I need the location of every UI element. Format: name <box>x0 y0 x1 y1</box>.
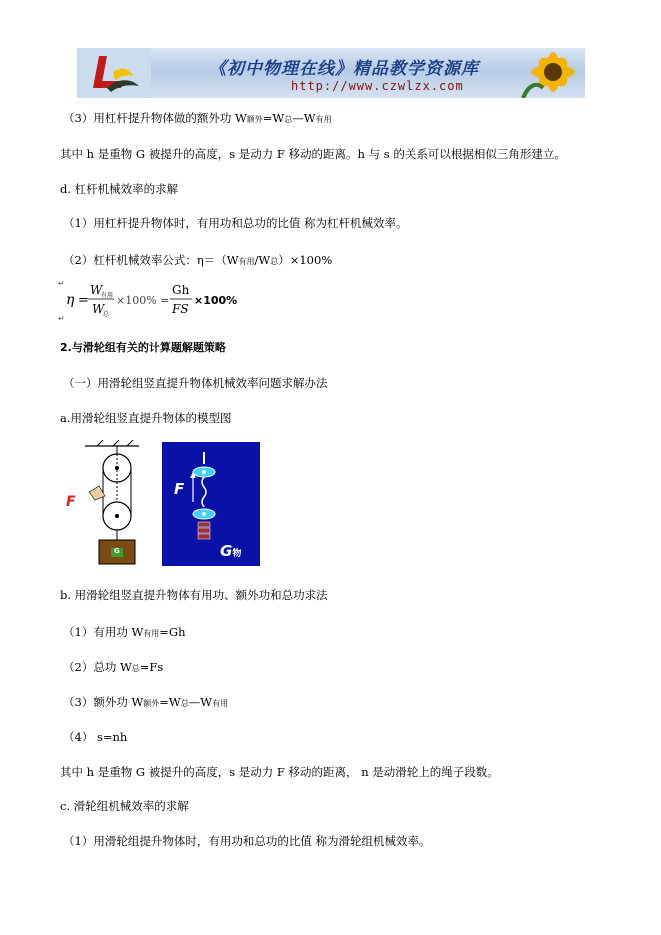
text-line-12: （3）额外功 W额外=W总—W有用 <box>63 695 229 709</box>
pulley-diagram-right <box>162 442 260 566</box>
formula-eta: η <box>66 292 75 308</box>
header-banner <box>77 48 585 98</box>
text-line-1: （3）用杠杆提升物体做的额外功 W额外=W总—W有用 <box>63 111 332 125</box>
formula-equals: = <box>78 293 89 308</box>
formula-fs: FS <box>172 302 189 316</box>
formula-times: ×100% = <box>116 294 170 307</box>
section-heading-c: c. 滑轮组机械效率的求解 <box>60 799 189 813</box>
text-line-14: 其中 h 是重物 G 被提升的高度，s 是动力 F 移动的距离， n 是动滑轮上的绳子段数。 <box>60 765 499 779</box>
site-url[interactable]: http://www.czwlzx.com <box>291 79 464 93</box>
section-heading-2: 2.与滑轮组有关的计算题解题策略 <box>60 341 226 354</box>
sunflower-icon <box>515 48 585 98</box>
section-heading-b: b. 用滑轮组竖直提升物体有用功、额外功和总功求法 <box>60 588 328 602</box>
text-line-13: （4） s=nh <box>63 730 128 744</box>
weight-label-right: G物 <box>220 542 242 560</box>
paragraph-mark: ↵ <box>58 279 65 288</box>
pulley-schematic-icon <box>162 442 260 566</box>
force-label-right: F <box>174 480 185 498</box>
text-line-5: （2）杠杆机械效率公式：η＝（W有用/W总）×100% <box>63 253 333 267</box>
text-line-10: （1）有用功 W有用=Gh <box>63 625 186 639</box>
efficiency-formula <box>58 278 248 322</box>
text-line-2: 其中 h 是重物 G 被提升的高度，s 是动力 F 移动的距离。h 与 s 的关系可以根据相似三角形建立。 <box>60 147 566 161</box>
text-line-4: （1）用杠杆提升物体时，有用功和总功的比值 称为杠杆机械效率。 <box>63 216 408 230</box>
section-heading-d: d. 杠杆机械效率的求解 <box>60 182 179 196</box>
formula-numerator: W <box>90 283 103 297</box>
pulley-diagram-left <box>85 440 155 570</box>
formula-tail: ×100% <box>194 294 238 307</box>
text-line-16: （1）用滑轮组提升物体时，有用功和总功的比值 称为滑轮组机械效率。 <box>63 834 431 848</box>
formula-denominator-sub: 总 <box>103 311 110 318</box>
force-label-left: F <box>66 494 76 510</box>
section-heading-a: a.用滑轮组竖直提升物体的模型图 <box>60 411 232 425</box>
formula-denominator: W <box>92 302 105 316</box>
text-line-11: （2）总功 W总=Fs <box>63 660 164 674</box>
site-title: 《初中物理在线》精品教学资源库 <box>209 59 479 79</box>
subsection-heading: （一）用滑轮组竖直提升物体机械效率问题求解办法 <box>63 376 328 390</box>
formula-numerator-sub: 有用 <box>101 292 114 299</box>
weight-label-left: G <box>114 547 120 555</box>
formula-gh: Gh <box>172 283 190 297</box>
site-logo-icon <box>77 48 151 98</box>
paragraph-mark: ↵ <box>58 314 65 323</box>
